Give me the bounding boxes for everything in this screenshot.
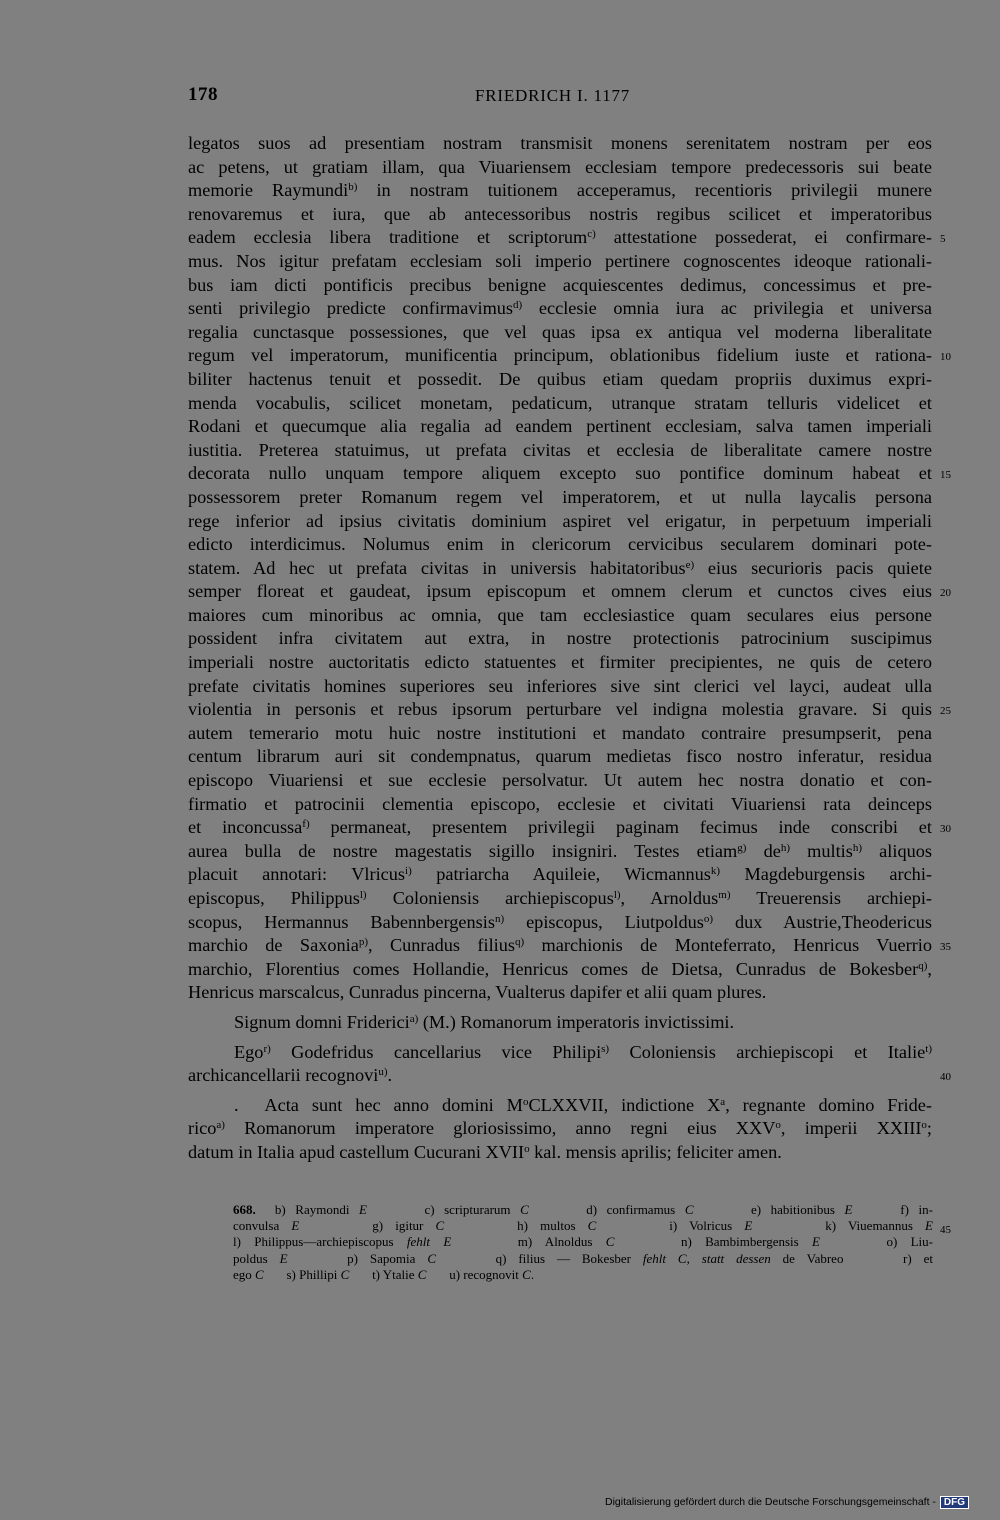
text-line: memorie Raymundi$^{b)}$ in nostram tuitionem acceperamus, recentioris privilegii munere bbox=[188, 180, 932, 201]
dating-line: rico$^{a)}$ Romanorum imperatore gloriosissimo, anno regni eius XXV$^o$, imperii XXIII$^o$; bbox=[188, 1118, 932, 1139]
text-line: et inconcussa$^{f)}$ permaneat, presentem privilegii paginam fecimus inde conscribi et bbox=[188, 817, 932, 838]
text-line: imperiali nostre auctoritatis edicto statuentes et firmiter precipientes, ne quis de cetero bbox=[188, 652, 932, 673]
footnote-line: poldus E p) Sapomia C q) filius — Bokesber fehlt C, statt dessen de Vabreo r) et bbox=[233, 1250, 933, 1266]
footnote-line: 668. b) Raymondi E c) scripturarum C d) confirmamus C e) habitionibus E f) in- bbox=[233, 1202, 933, 1217]
text-line: edicto interdicimus. Nolumus enim in clericorum cervicibus secularem dominari pote- bbox=[188, 534, 932, 555]
text-line: rege inferior ad ipsius civitatis dominium aspiret vel erigatur, in perpetuum imperiali bbox=[188, 510, 932, 531]
dating-line: . Acta sunt hec anno domini $M^oCLXXVII$, indictione $X^a$, regnante domino Fride- bbox=[234, 1094, 932, 1115]
footnote-line: l) Philippus—archiepiscopus fehlt E m) Alnoldus C n) Bambimbergensis E o) Liu- bbox=[233, 1234, 933, 1250]
line-number: 35 bbox=[940, 941, 951, 954]
footnote-line: convulsa E g) igitur C h) multos C i) Volricus E k) Viuemannus E bbox=[233, 1218, 933, 1234]
text-line: Henricus marscalcus, Cunradus pincerna, Vualterus dapifer et alii quam plures. bbox=[188, 982, 767, 1003]
critical-apparatus bbox=[233, 1202, 933, 1283]
text-line: biliter hactenus tenuit et possedit. De quibus etiam quedam propriis duximus expri- bbox=[188, 368, 932, 389]
signum-line: Signum domni Friderici$^{a)}$ (M.) Romanorum imperatoris invictissimi. bbox=[234, 1011, 735, 1032]
line-number: 15 bbox=[940, 469, 951, 482]
line-number: 5 bbox=[940, 233, 946, 246]
line-number: 40 bbox=[940, 1071, 951, 1084]
line-number: 30 bbox=[940, 823, 951, 836]
text-line: regalia cunctasque possessiones, que vel quas ipsa ex antiqua vel moderna liberalitate bbox=[188, 321, 932, 342]
text-line: episcopo Viuariensi et sue ecclesie persolvatur. Ut autem hec nostra donatio et con- bbox=[188, 770, 932, 791]
text-line: semper floreat et gaudeat, ipsum episcopum et omnem clerum et cunctos cives eius bbox=[188, 581, 932, 602]
text-line: prefate civitatis homines superiores seu inferiores sive sint clerici vel layci, audeat ulla bbox=[188, 675, 932, 696]
text-line: possessorem preter Romanum regem vel imperatorem, et ut nulla laycalis persona bbox=[188, 486, 932, 507]
text-line: Rodani et quecumque alia regalia ad eandem pertinent ecclesiam, salva tamen imperiali bbox=[188, 416, 932, 437]
page-number: 178 bbox=[188, 84, 218, 105]
text-line: centum librarum auri sit condempnatus, quarum medietas fisco nostro inferatur, residua bbox=[188, 746, 932, 767]
line-number: 10 bbox=[940, 351, 951, 364]
footer-text: Digitalisierung gefördert durch die Deutsche Forschungsgemeinschaft - bbox=[605, 1496, 936, 1508]
document-body bbox=[188, 132, 932, 1165]
footnote-line: ego C s) Phillipi C t) Ytalie C u) recognovit C. bbox=[233, 1266, 535, 1282]
running-title: FRIEDRICH I. 1177 bbox=[475, 86, 631, 105]
text-line: legatos suos ad presentiam nostram transmisit monens serenitatem nostram per eos bbox=[188, 133, 932, 153]
text-line: maiores cum minoribus ac omnia, que tam ecclesiastice quam seculares eius persone bbox=[188, 604, 932, 625]
text-line: mus. Nos igitur prefatam ecclesiam soli imperio pertinere cognoscentes ideoque rationali- bbox=[188, 250, 932, 271]
text-line: firmatio et patrocinii clementia episcopo, ecclesie et civitati Viuariensi rata deinceps bbox=[188, 793, 932, 814]
recognition-line: archicancellarii recognovi$^{u)}$. bbox=[188, 1065, 393, 1086]
text-line: renovaremus et iura, que ab antecessoribus nostris regibus scilicet et imperatoribus bbox=[188, 203, 932, 224]
text-line: episcopus, Philippus$^{l)}$ Coloniensis archiepiscopus$^{l)}$, Arnoldus$^{m)}$ Treuerensis archiepi- bbox=[188, 888, 932, 908]
text-line: menda vocabulis, scilicet monetam, pedaticum, utranque stratam telluris videlicet et bbox=[188, 392, 932, 413]
text-line: possident infra civitatem aut extra, in nostre protectionis patrocinium suscipimus bbox=[188, 628, 932, 649]
dating-line: datum in Italia apud castellum Cucurani XVII$^o$ kal. mensis aprilis; feliciter amen. bbox=[188, 1141, 782, 1162]
text-line: aurea bulla de nostre magestatis sigillo insigniri. Testes etiam$^{g)}$ $de^{h)}$ multis$^{h)}$ aliquos bbox=[188, 840, 932, 861]
digitization-credit bbox=[605, 1496, 969, 1509]
line-number: 45 bbox=[940, 1224, 951, 1236]
text-line: violentia in personis et rebus ipsorum perturbare vel indigna molestia gravare. Si quis bbox=[188, 699, 932, 720]
text-line: decorata nullo unquam tempore aliquem excepto suo pontifice dominum habeat et bbox=[188, 463, 932, 484]
text-line: iustitia. Preterea statuimus, ut prefata civitas et ecclesia de liberalitate camere nostre bbox=[188, 439, 932, 460]
line-number: 25 bbox=[940, 705, 951, 718]
text-line: ac petens, ut gratiam illam, qua Viuariensem ecclesiam tempore predecessoris sui beate bbox=[188, 156, 932, 177]
text-line: bus iam dicti pontificis precibus benigne acquiescentes dedimus, concessimus et pre- bbox=[188, 274, 932, 295]
text-line: eadem ecclesia libera traditione et scriptorum$^{c)}$ attestatione possederat, ei confirmare- bbox=[188, 227, 932, 248]
line-number: 20 bbox=[940, 587, 951, 600]
text-line: marchio de Saxonia$^{p)}$, Cunradus filius$^{q)}$ marchionis de Monteferrato, Henricus Vuerrio bbox=[188, 935, 932, 956]
dfg-logo: DFG bbox=[940, 1496, 969, 1509]
text-line: placuit annotari: Vlricus$^{i)}$ patriarcha Aquileie, Wicmannus$^{k)}$ Magdeburgensis archi- bbox=[188, 864, 932, 885]
text-line: autem temerario motu huic nostre institutioni et mandato contraire presumpserit, pena bbox=[188, 722, 932, 743]
text-line: senti privilegio predicte confirmavimus$^{d)}$ ecclesie omnia iura ac privilegia et universa bbox=[188, 298, 932, 319]
text-line: marchio, Florentius comes Hollandie, Henricus comes de Dietsa, Cunradus de Bokesber$^{q)}$, bbox=[188, 958, 932, 979]
recognition-line: Ego$^{r)}$ Godefridus cancellarius vice Philipi$^{s)}$ Coloniensis archiepiscopi et Italie$^{t)}$ bbox=[234, 1041, 932, 1062]
text-line: regum vel imperatorum, munificentia principum, oblationibus fidelium iuste et rationa- bbox=[188, 345, 932, 366]
text-line: statem. Ad hec ut prefata civitas in universis habitatoribus$^{e)}$ eius securioris pacis quiete bbox=[188, 557, 932, 578]
text-line: scopus, Hermannus Babennbergensis$^{n)}$ episcopus, Liutpoldus$^{o)}$ dux Austrie,Theodericus bbox=[188, 911, 932, 932]
document-number: 668. bbox=[233, 1202, 256, 1217]
